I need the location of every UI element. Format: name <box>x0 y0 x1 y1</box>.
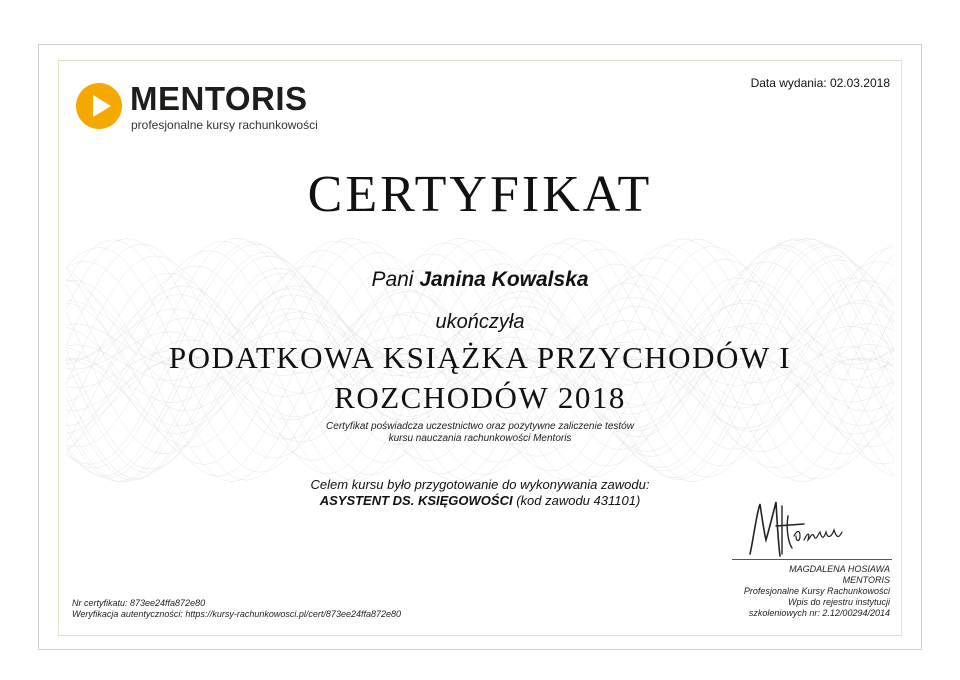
profession-code: (kod zawodu 431101) <box>516 493 641 508</box>
completed-text: ukończyła <box>435 311 525 333</box>
recipient-prefix: Pani <box>371 268 414 291</box>
play-logo-icon <box>75 82 123 130</box>
issue-date: Data wydania: 02.03.2018 <box>750 76 890 90</box>
logo-tagline: profesjonalne kursy rachunkowości <box>131 118 318 132</box>
signer-block <box>744 564 890 619</box>
recipient-name: Janina Kowalska <box>419 268 589 291</box>
logo-name: MENTORIS <box>130 80 308 117</box>
goal-line-1: Celem kursu było przygotowanie do wykonywania zawodu: <box>310 477 650 492</box>
signer-name: MAGDALENA HOSIAWA <box>789 564 890 574</box>
verification-link[interactable]: Weryfikacja autentyczności: https://kursy-rachunkowosci.pl/cert/873ee24ffa872e80 <box>72 609 402 619</box>
course-title-line-1: PODATKOWA KSIĄŻKA PRZYCHODÓW I <box>168 340 792 375</box>
certificate-title: CERTYFIKAT <box>307 166 653 223</box>
signer-org: MENTORIS <box>842 575 890 585</box>
signer-org-full: Profesjonalne Kursy Rachunkowości <box>743 586 890 596</box>
certificate-number: Nr certyfikatu: 873ee24ffa872e80 <box>72 598 206 608</box>
certificate-description <box>0 421 960 445</box>
description-line-1: Certyfikat poświadcza uczestnictwo oraz pozytywne zaliczenie testów <box>326 421 634 432</box>
signature-line <box>732 559 892 560</box>
signer-registry-1: Wpis do rejestru instytucji <box>787 597 890 607</box>
signer-registry-2: szkoleniowych nr: 2.12/00294/2014 <box>748 608 890 618</box>
course-title <box>140 338 820 418</box>
handwritten-signature <box>742 496 852 562</box>
recipient <box>0 268 960 292</box>
profession: ASYSTENT DS. KSIĘGOWOŚCI <box>319 493 513 508</box>
description-line-2: kursu nauczania rachunkowości Mentoris <box>388 433 572 444</box>
course-title-line-2: ROZCHODÓW 2018 <box>334 380 626 415</box>
certificate-meta <box>72 598 401 620</box>
